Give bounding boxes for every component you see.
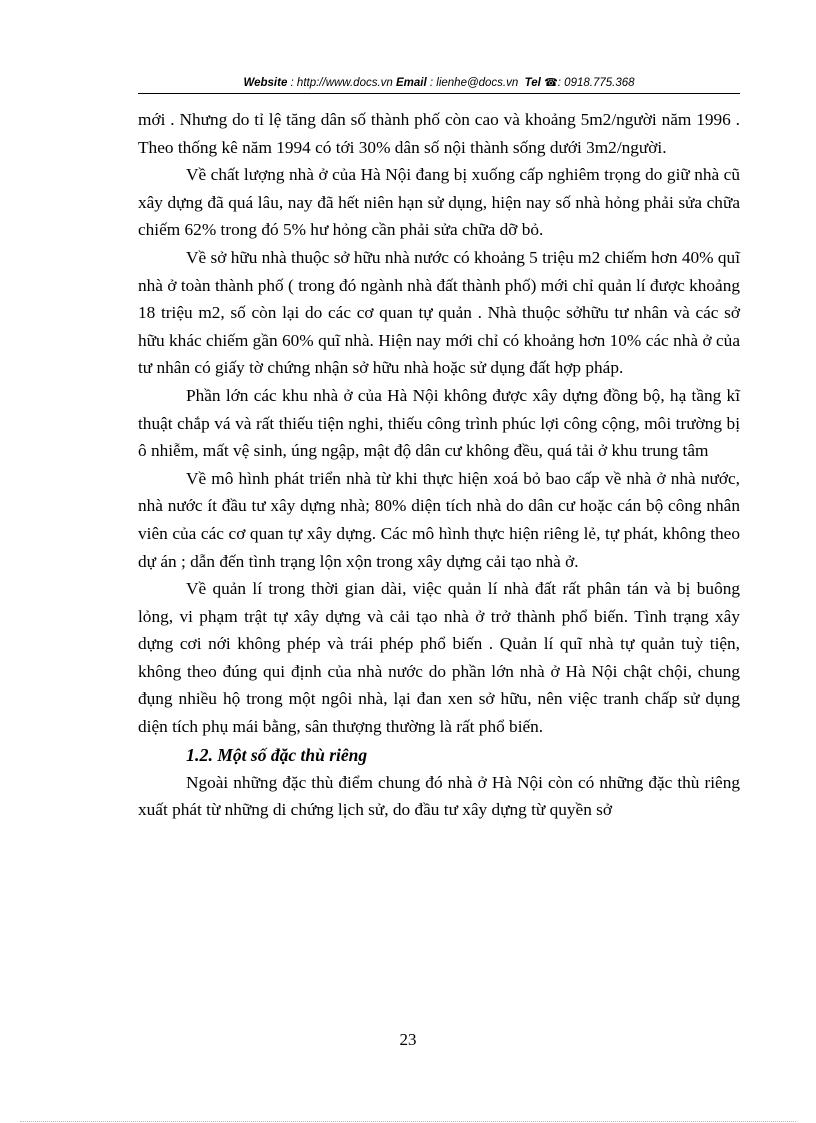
paragraph-infrastructure: Phần lớn các khu nhà ở của Hà Nội không được xây dựng đồng bộ, hạ tầng kĩ thuật chắp vá và rất thiếu tiện nghi, thiếu công trình phúc lợi công cộng, môi trường bị ô nhiễm, mất vệ sinh, úng ngập, mật độ dân cư không đều, quá tải ở khu trung tâm: [138, 385, 740, 461]
tel-value: : 0918.775.368: [557, 77, 635, 89]
paragraph-special-features: Ngoài những đặc thù điểm chung đó nhà ở Hà Nội còn có những đặc thù riêng xuất phát từ những di chứng lịch sử, do đầu tư xây dựng từ quyền sở: [138, 772, 740, 820]
page-bottom-divider: [20, 1121, 796, 1122]
paragraph-management: Về quản lí trong thời gian dài, việc quản lí nhà đất rất phân tán và bị buông lỏng, vi phạm trật tự xây dựng và cải tạo nhà ở trở thành phổ biến. Tình trạng xây dựng cơi nới không phép và trái phép phổ biến . Quản lí quĩ nhà tự quản tuỳ tiện, không theo đúng qui định của nhà nước do phần lớn nhà ở Hà Nội chật chội, chung đụng nhiều hộ trong một ngôi nhà, lại đan xen sở hữu, nên việc tranh chấp sử dụng diện tích phụ mái bằng, sân thượng thường là rất phổ biến.: [138, 579, 740, 737]
paragraph-ownership: Về sở hữu nhà thuộc sở hữu nhà nước có khoảng 5 triệu m2 chiếm hơn 40% quĩ nhà ở toàn thành phố ( trong đó ngành nhà đất thành phố) mới chỉ quản lí được khoảng 18 triệu m2, số còn lại do các cơ quan tự quản . Nhà thuộc sởhữu tư nhân và các sở hữu khác chiếm gần 60% quĩ nhà. Hiện nay mới chỉ có khoảng hơn 10% các nhà ở của tư nhân có giấy tờ chứng nhận sở hữu nhà hoặc sử dụng đất hợp pháp.: [138, 247, 740, 378]
website-value: : http://www.docs.vn: [287, 77, 396, 89]
website-label: Website: [243, 77, 288, 89]
document-body: [138, 106, 740, 824]
tel-label: Tel: [524, 77, 541, 89]
phone-icon: ☎: [544, 77, 558, 89]
section-heading: [138, 741, 740, 769]
page-number: 23: [399, 1030, 417, 1049]
email-value: : lienhe@docs.vn: [426, 77, 522, 89]
section-title: Một số đặc thù riêng: [217, 744, 368, 765]
email-label: Email: [396, 77, 427, 89]
paragraph-housing-quality: Về chất lượng nhà ở của Hà Nội đang bị xuống cấp nghiêm trọng do giữ nhà cũ xây dựng đã quá lâu, nay đã hết niên hạn sử dụng, hiện nay số nhà hỏng phải sửa chữa chiếm 62% trong đó 5% hư hỏng cần phải sửa chữa dỡ bỏ.: [138, 165, 740, 240]
paragraph-development-model: Về mô hình phát triển nhà từ khi thực hiện xoá bỏ bao cấp về nhà ở nhà nước, nhà nước ít đầu tư xây dựng nhà; 80% diện tích nhà do dân cư hoặc cán bộ công nhân viên của các cơ quan tự xây dựng. Các mô hình thực hiện riêng lẻ, tự phát, không theo dự án ; dẫn đến tình trạng lộn xộn trong xây dựng cải tạo nhà ở.: [138, 468, 740, 571]
section-number: 1.2.: [186, 744, 213, 765]
header-divider: [138, 93, 740, 94]
paragraph-continuation: mới . Nhưng do tỉ lệ tăng dân số thành phố còn cao và khoảng 5m2/người năm 1996 . Theo thống kê năm 1994 có tới 30% dân số nội thành sống dưới 3m2/người.: [138, 110, 740, 157]
page-header: [138, 76, 740, 94]
